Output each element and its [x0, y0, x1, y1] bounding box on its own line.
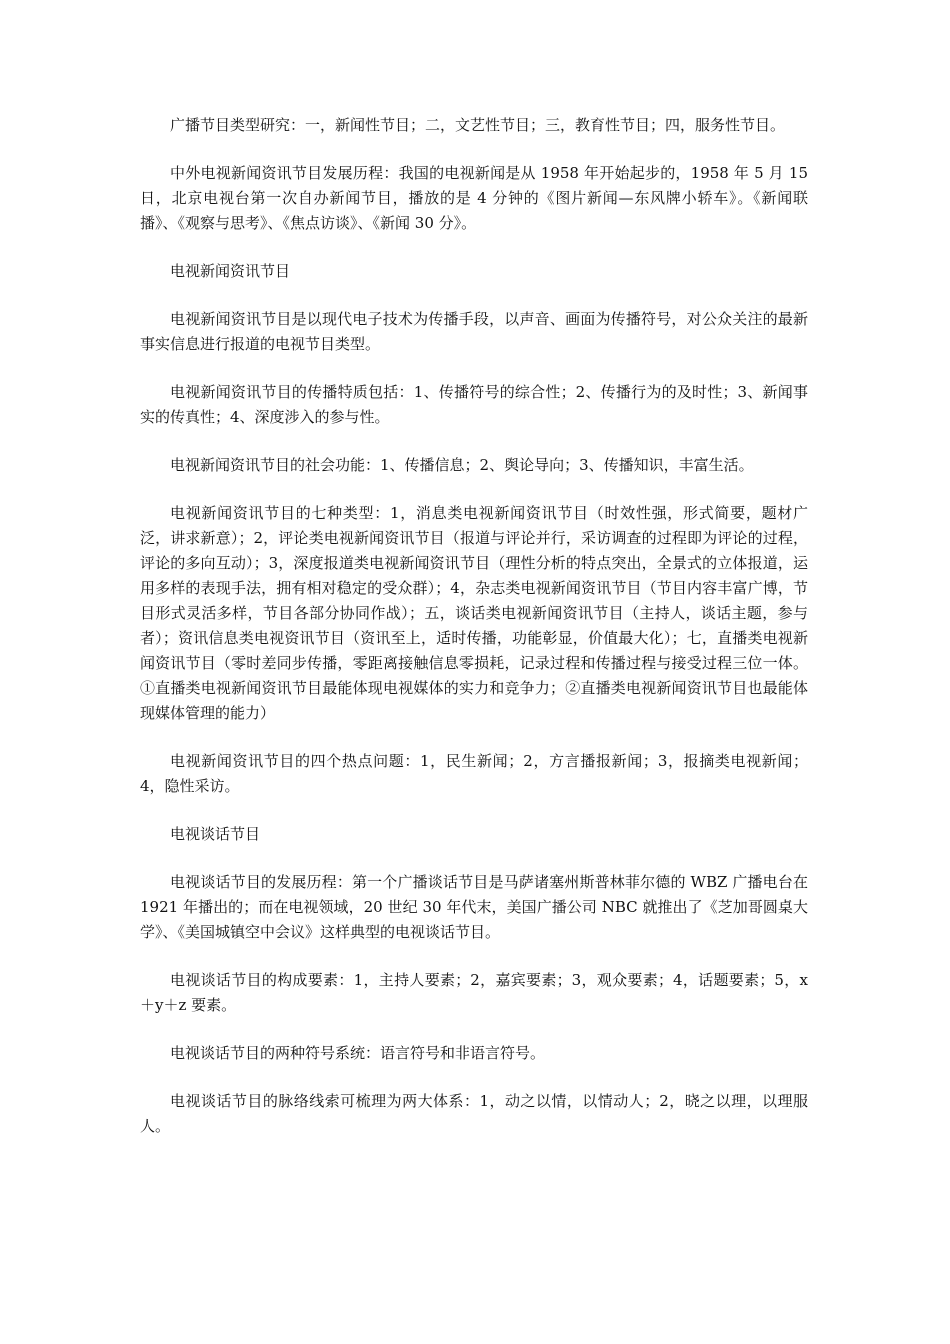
paragraph-tv-news-definition: 电视新闻资讯节目是以现代电子技术为传播手段，以声音、画面为传播符号，对公众关注的最新事实信息进行报道的电视节目类型。	[140, 310, 808, 353]
paragraph-tv-news-hot-issues: 电视新闻资讯节目的四个热点问题：1，民生新闻；2，方言播报新闻；3，报摘类电视新闻；4，隐性采访。	[140, 752, 808, 795]
paragraph-tv-news-history: 中外电视新闻资讯节目发展历程：我国的电视新闻是从 1958 年开始起步的，1958 年 5 月 15 日，北京电视台第一次自办新闻节目，播放的是 4 分钟的《图片新闻—东风牌小轿车》。《新闻联播》、《观察与思考》、《焦点访谈》、《新闻 30 分》。	[140, 164, 808, 232]
document-page	[140, 113, 808, 1162]
paragraph-radio-program-types: 广播节目类型研究：一，新闻性节目；二，文艺性节目；三，教育性节目；四，服务性节目。	[170, 116, 786, 134]
paragraph-talk-show-threads: 电视谈话节目的脉络线索可梳理为两大体系：1，动之以情，以情动人；2，晓之以理，以理服人。	[140, 1092, 808, 1135]
section-heading-talk-show: 电视谈话节目	[170, 825, 261, 843]
section-heading-tv-news: 电视新闻资讯节目	[170, 262, 291, 280]
paragraph-talk-show-elements: 电视谈话节目的构成要素：1，主持人要素；2，嘉宾要素；3，观众要素；4，话题要素；5，x＋y＋z 要素。	[140, 971, 808, 1014]
paragraph-tv-news-characteristics: 电视新闻资讯节目的传播特质包括：1、传播符号的综合性；2、传播行为的及时性；3、新闻事实的传真性；4、深度涉入的参与性。	[140, 383, 808, 426]
paragraph-tv-news-seven-types: 电视新闻资讯节目的七种类型：1，消息类电视新闻资讯节目（时效性强，形式简要，题材广泛，讲求新意）；2，评论类电视新闻资讯节目（报道与评论并行，采访调查的过程即为评论的过程，评论的多向互动）；3，深度报道类电视新闻资讯节目（理性分析的特点突出，全景式的立体报道，运用多样的表现手法，拥有相对稳定的受众群）；4，杂志类电视新闻资讯节目（节目内容丰富广博，节目形式灵活多样，节目各部分协同作战）；五，谈话类电视新闻资讯节目（主持人，谈话主题，参与者）；资讯信息类电视资讯节目（资讯至上，适时传播，功能彰显，价值最大化）；七，直播类电视新闻资讯节目（零时差同步传播，零距离接触信息零损耗，记录过程和传播过程与接受过程三位一体。①直播类电视新闻资讯节目最能体现电视媒体的实力和竞争力；②直播类电视新闻资讯节目也最能体现媒体管理的能力）	[140, 504, 808, 722]
paragraph-talk-show-history: 电视谈话节目的发展历程：第一个广播谈话节目是马萨诸塞州斯普林菲尔德的 WBZ 广播电台在 1921 年播出的；而在电视领域，20 世纪 30 年代末，美国广播公司 NBC 就推出了《芝加哥圆桌大学》、《美国城镇空中会议》这样典型的电视谈话节目。	[140, 873, 808, 941]
paragraph-talk-show-symbol-systems: 电视谈话节目的两种符号系统：语言符号和非语言符号。	[170, 1044, 546, 1062]
paragraph-tv-news-functions: 电视新闻资讯节目的社会功能：1、传播信息；2、舆论导向；3、传播知识，丰富生活。	[170, 456, 754, 474]
